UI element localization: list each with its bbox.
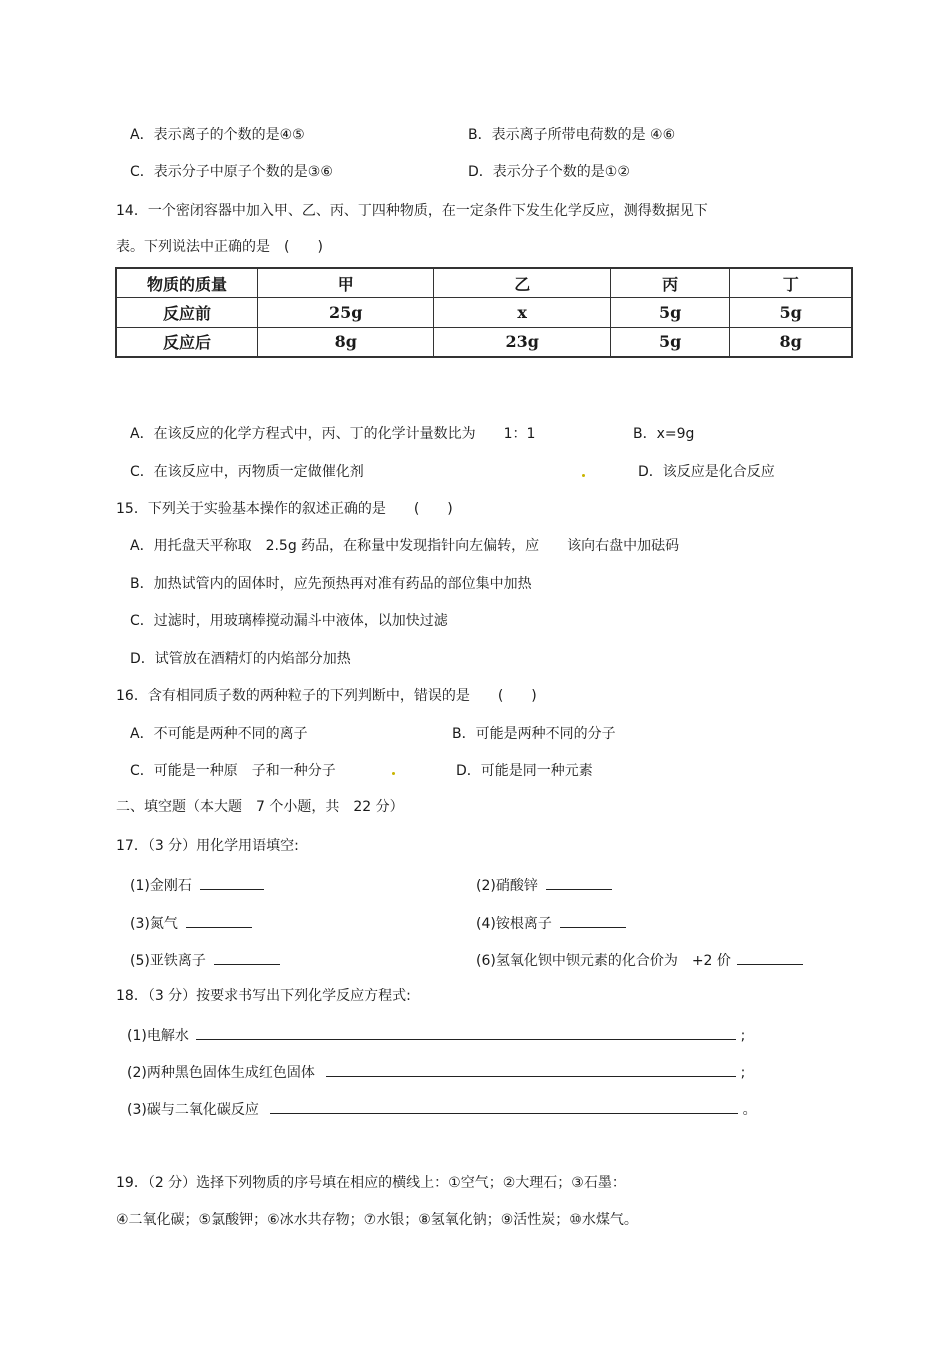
item-label: (3)碳与二氧化碳反应 [127, 1102, 259, 1118]
answer-blank[interactable] [737, 950, 803, 965]
table-cell: 25g [258, 298, 434, 327]
q14-option-b: B．x=9g [633, 426, 695, 442]
q17-item-5 [130, 950, 280, 970]
section-heading: 二、填空题（本大题 7 个小题，共 22 分） [116, 799, 404, 815]
q19-stem-line2: ④二氧化碳；⑤氯酸钾；⑥冰水共存物；⑦水银；⑧氢氧化钠；⑨活性炭；⑩水煤气。 [116, 1212, 638, 1228]
q18-item-2 [127, 1062, 745, 1082]
table-cell: 反应后 [116, 327, 258, 357]
table-cell: 5g [730, 298, 852, 327]
table-cell: x [434, 298, 610, 327]
q15-option-b: B．加热试管内的固体时，应先预热再对准有药品的部位集中加热 [130, 576, 532, 592]
table-header-row [116, 268, 852, 298]
table-cell: 8g [258, 327, 434, 357]
q14-data-table [115, 267, 853, 358]
table-cell: 乙 [434, 268, 610, 298]
q14-option-a: A．在该反应的化学方程式中，丙、丁的化学计量数比为 1：1 [130, 426, 536, 442]
table-cell: 5g [610, 298, 729, 327]
line-end-mark: ; [740, 1028, 746, 1044]
item-label: (2)两种黑色固体生成红色固体 [127, 1065, 315, 1081]
q13-option-b: B．表示离子所带电荷数的是 ④⑥ [468, 127, 676, 143]
q17-item-2 [476, 875, 612, 895]
q15-option-c: C．过滤时，用玻璃棒搅动漏斗中液体，以加快过滤 [130, 613, 448, 629]
q14-stem-line1: 14．一个密闭容器中加入甲、乙、丙、丁四种物质，在一定条件下发生化学反应，测得数据见下 [116, 203, 708, 219]
q13-option-d: D．表示分子个数的是①② [468, 164, 630, 180]
q19-stem-line1: 19．（2 分）选择下列物质的序号填在相应的横线上：①空气；②大理石；③石墨： [116, 1175, 626, 1191]
answer-blank[interactable] [186, 913, 252, 928]
q18-item-3 [127, 1099, 757, 1119]
line-end-mark: 。 [742, 1102, 757, 1118]
table-cell: 丁 [730, 268, 852, 298]
q14-stem-line2: 表。下列说法中正确的是 ( ) [116, 239, 323, 255]
speck-mark [582, 474, 585, 477]
table-cell: 5g [610, 327, 729, 357]
answer-blank[interactable] [546, 875, 612, 890]
speck-mark [392, 772, 395, 775]
item-label: (5)亚铁离子 [130, 953, 206, 969]
q17-item-4 [476, 913, 626, 933]
q17-item-6 [476, 950, 803, 970]
q15-option-a: A．用托盘天平称取 2.5g 药品，在称量中发现指针向左偏转，应 该向右盘中加砝码 [130, 538, 680, 554]
q16-option-b: B．可能是两种不同的分子 [452, 726, 616, 742]
item-label: (2)硝酸锌 [476, 878, 538, 894]
q16-stem: 16．含有相同质子数的两种粒子的下列判断中，错误的是 ( ) [116, 688, 537, 704]
item-label: (4)铵根离子 [476, 916, 552, 932]
table-cell: 物质的质量 [116, 268, 258, 298]
q13-option-c: C．表示分子中原子个数的是③⑥ [130, 164, 333, 180]
answer-blank[interactable] [214, 950, 280, 965]
item-label: (1)电解水 [127, 1028, 189, 1044]
q16-option-a: A．不可能是两种不同的离子 [130, 726, 308, 742]
q15-option-d: D．试管放在酒精灯的内焰部分加热 [130, 651, 351, 667]
q17-stem: 17．（3 分）用化学用语填空: [116, 838, 299, 854]
q18-item-1 [127, 1025, 745, 1045]
answer-blank[interactable] [560, 913, 626, 928]
q14-option-d: D．该反应是化合反应 [638, 464, 775, 480]
table-cell: 23g [434, 327, 610, 357]
answer-blank[interactable] [200, 875, 264, 890]
table-cell: 8g [730, 327, 852, 357]
item-label: (3)氮气 [130, 916, 178, 932]
line-end-mark: ; [740, 1065, 746, 1081]
table-cell: 甲 [258, 268, 434, 298]
q13-option-a: A．表示离子的个数的是④⑤ [130, 127, 305, 143]
q16-option-d: D．可能是同一种元素 [456, 763, 593, 779]
item-label: (6)氢氧化钡中钡元素的化合价为 +2 价 [476, 953, 731, 969]
q17-item-3 [130, 913, 252, 933]
q18-stem: 18．（3 分）按要求书写出下列化学反应方程式: [116, 988, 411, 1004]
item-label: (1)金刚石 [130, 878, 192, 894]
answer-blank[interactable] [270, 1099, 738, 1114]
table-cell: 丙 [610, 268, 729, 298]
q15-stem: 15．下列关于实验基本操作的叙述正确的是 ( ) [116, 501, 453, 517]
table-row [116, 327, 852, 357]
q16-option-c: C．可能是一种原 子和一种分子 [130, 763, 336, 779]
answer-blank[interactable] [196, 1025, 736, 1040]
answer-blank[interactable] [326, 1062, 736, 1077]
q14-option-c: C．在该反应中，丙物质一定做催化剂 [130, 464, 364, 480]
q17-item-1 [130, 875, 264, 895]
table-row [116, 298, 852, 327]
table-cell: 反应前 [116, 298, 258, 327]
